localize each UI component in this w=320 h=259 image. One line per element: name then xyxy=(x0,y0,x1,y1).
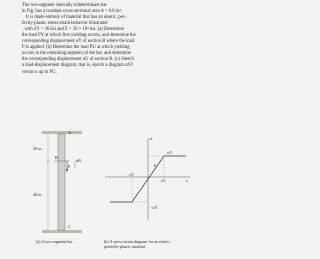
label-eps-y: εY xyxy=(161,178,166,183)
label-p: P xyxy=(68,164,71,169)
problem-line: corresponding displacement uY of section B where the load xyxy=(22,39,135,45)
problem-line: a load-displacement diagram, that is, sketch a diagram of P xyxy=(22,63,133,69)
problem-line: The two-segment statically indeterminate bar xyxy=(22,3,107,8)
figure-a-caption: (a) A two-segment bar. xyxy=(36,239,74,244)
problem-line: the corresponding displacement uU of section B. (c) Sketch xyxy=(22,57,134,63)
label-c: C xyxy=(68,224,71,229)
problem-line: , with σY = 36 ksi and E = 30 × 10³ ksi. (a) Determine xyxy=(22,27,124,33)
dim-bottom-label: 40 in. xyxy=(33,192,43,197)
figure-b-caption: (b) A stress-strain diagram for an elastic, perfectly-plastic material. xyxy=(104,239,171,249)
dim-top-label: 20 in. xyxy=(33,146,43,151)
label-neg-sigma-y: −σY xyxy=(150,205,158,210)
label-modulus-e: E xyxy=(154,163,157,168)
problem-line: P is applied. (b) Determine the load PU at which yielding xyxy=(22,45,130,51)
label-ub: uB xyxy=(76,158,81,163)
problem-statement xyxy=(22,3,194,76)
problem-line: versus u up to PU. xyxy=(22,69,57,75)
figure-area xyxy=(0,128,200,259)
problem-line: the load PY at which first yielding occurs, and determine the xyxy=(22,33,136,39)
problem-line: occurs in the remaining segment of the bar, and determine xyxy=(22,51,131,57)
label-epsilon: ε xyxy=(186,178,188,183)
label-a: A xyxy=(68,130,72,135)
label-neg-eps-y: −εY xyxy=(127,172,135,177)
problem-line: in Fig. has a constant cross-sectional area A = 0.8 in². xyxy=(22,9,122,15)
label-sigma-y: σY xyxy=(167,150,173,155)
label-sigma: σ xyxy=(150,136,153,141)
label-b: B xyxy=(55,155,58,160)
problem-line: fectly-plastic stress-strain behavior illustrated xyxy=(22,21,108,27)
problem-line: It is made entirely of material that has an elastic, per- xyxy=(26,15,126,21)
